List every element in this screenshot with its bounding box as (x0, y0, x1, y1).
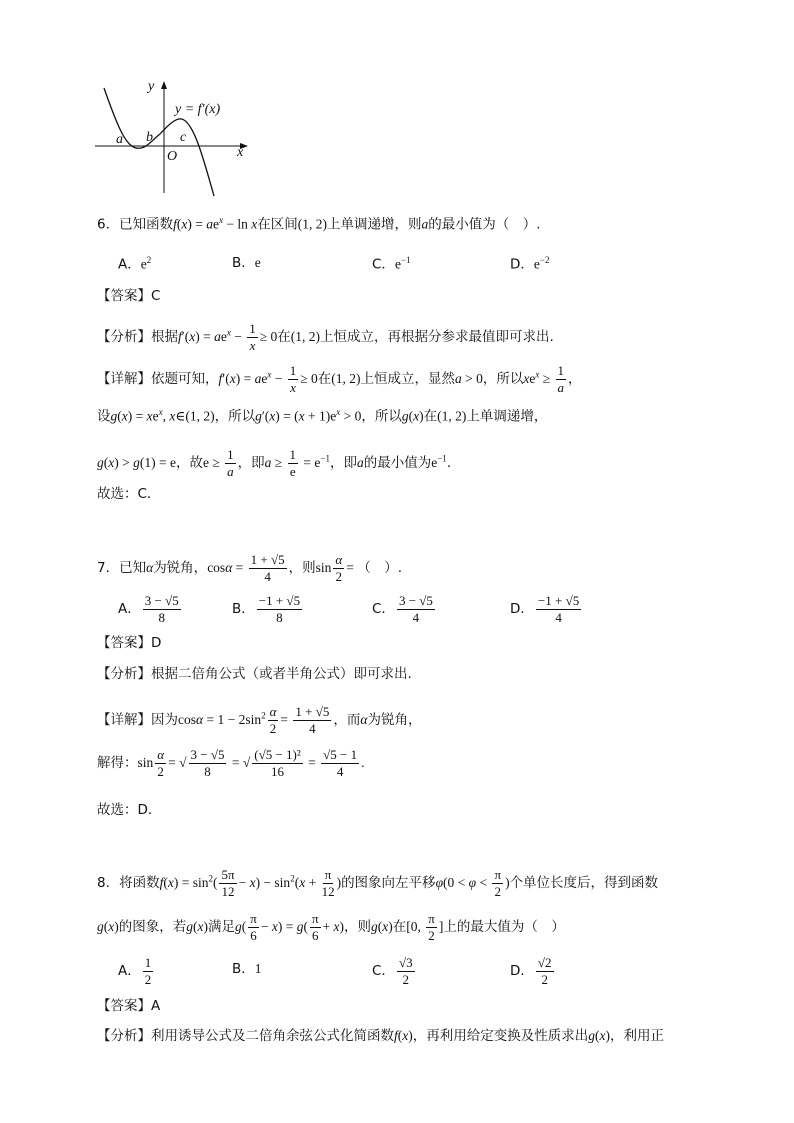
q7-answer: 【答案】D (97, 635, 162, 651)
point-c-label: c (180, 130, 187, 145)
q8-option-c: C． $\frac{√3}{2}$ (372, 955, 413, 987)
q6-option-b: B．e (232, 255, 261, 271)
q7-option-a: A． $\frac{3 - √5}{8}$ (118, 593, 179, 625)
q8-analysis: 【分析】利用诱导公式及二倍角余弦公式化简函数f(x)，再利用给定变换及性质求出g(x)，利用正 (97, 1028, 665, 1044)
q7-option-b: B． $\frac{-1 + √5}{8}$ (232, 593, 301, 625)
q6-choose: 故选：C． (97, 486, 161, 502)
y-label: y (148, 79, 155, 94)
origin-label: O (167, 149, 178, 164)
point-b-label: b (146, 130, 153, 145)
q6-stem: 6．已知函数$f(x) = ae^x - \ln x$在区间(1, 2)上单调递增，则a的最小值为（ ）. (97, 215, 541, 233)
q8-option-a: A． $\frac{1}{2}$ (118, 955, 152, 987)
q6-detail-line3: g(x) > g(1) = e，故e ≥ $\frac{1}{a}$ ，即a ≥ $\frac{1}{e}$ = $e^{-1}$，即a的最小值为$e^{-1}$. (97, 447, 452, 479)
q7-option-c: C． $\frac{3 - √5}{4}$ (372, 593, 433, 625)
q8-option-b: B．1 (232, 961, 262, 977)
q7-solve-line: 解得：sin $\frac{\alpha}{2}$ = √ $\frac{3 - √5}{8}$ = √ $\frac{\text{(√5 − 1)²}}{16}$ = $\frac{√5 - 1}{4}$ . (97, 747, 365, 779)
curve-label: y = f′(x) (175, 102, 221, 117)
q7-stem: 7．已知α为锐角，cosα = $\frac{1 + √5}{4}$ ，则sin $\frac{\alpha}{2}$ = （ ）. (97, 552, 403, 584)
q6-answer: 【答案】C (97, 288, 161, 304)
y-arrow (161, 81, 167, 89)
q8-stem-line1: 8．将函数$f(x) = \sin^2$( $\frac{5\pi}{12}$ − $x) - \sin^2(x$ + $\frac{\pi}{12}$ )的图象向左平移φ(0 < φ < $\frac{\pi}{2}$ )个单位长度后，得到函数 (97, 867, 659, 899)
q8-stem-line2: g(x)的图象，若g(x)满足g( $\frac{\pi}{6}$ − x) = g( $\frac{\pi}{6}$ + x)，则g(x)在[0, $\frac{\pi}{2}$ ]上的最大值为（ ） (97, 911, 565, 943)
q8-option-d: D． $\frac{√2}{2}$ (510, 955, 552, 987)
q6-option-a: A．$e^2$ (118, 255, 152, 273)
q6-detail-line2: 设$g(x) = xe^x$, x∈(1, 2)，所以$g'(x) = (x + 1)e^x > 0$，所以g(x)在(1, 2)上单调递增， (97, 407, 548, 425)
q7-choose: 故选：D． (97, 802, 162, 818)
q6-option-d: D．$e^{-2}$ (510, 255, 550, 273)
q7-analysis: 【分析】根据二倍角公式（或者半角公式）即可求出. (97, 666, 412, 682)
q7-option-d: D． $\frac{-1 + √5}{4}$ (510, 593, 580, 625)
q6-option-c: C．$e^{-1}$ (372, 255, 411, 273)
x-label: x (237, 145, 244, 160)
q8-answer: 【答案】A (97, 998, 161, 1014)
q7-detail-line1: 【详解】因为$\cos\alpha = 1 - 2\sin^2$ $\frac{\alpha}{2}$ = $\frac{1 + √5}{4}$ ，而α为锐角， (97, 704, 422, 736)
q6-analysis: 【分析】根据$f'(x) = ae^x$ − $\frac{1}{x}$ ≥ 0在(1, 2)上恒成立，再根据分参求最值即可求出. (97, 321, 554, 353)
q6-detail-line1: 【详解】依题可知，$f'(x) = ae^x$ − $\frac{1}{x}$ ≥ 0在(1, 2)上恒成立，显然a > 0，所以$xe^x$ ≥ $\frac{1}{a}$ ， (97, 363, 582, 395)
point-a-label: a (116, 132, 123, 147)
